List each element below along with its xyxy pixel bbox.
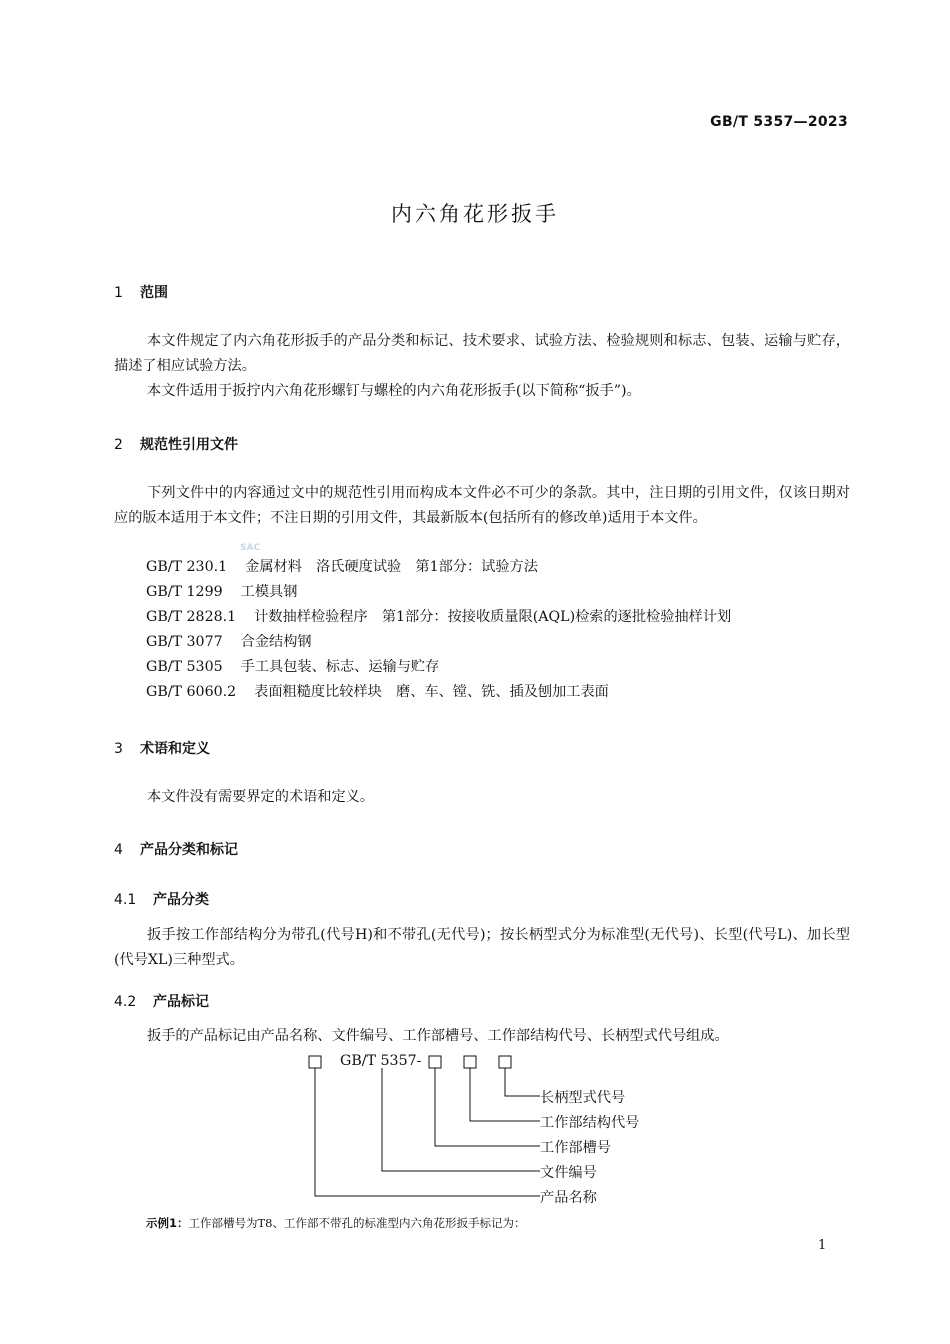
reference-code: GB/T 6060.2 <box>146 684 237 700</box>
label-slot-number: 工作部槽号 <box>540 1140 611 1156</box>
document-title: 内六角花形扳手 <box>391 202 559 226</box>
reference-title: 手工具包装、标志、运输与贮存 <box>240 659 440 675</box>
box-slot-number <box>429 1056 441 1068</box>
leader-product-name <box>315 1068 540 1196</box>
box-structure-code <box>464 1056 476 1068</box>
label-product-name: 产品名称 <box>540 1190 597 1206</box>
box-handle-code <box>499 1056 511 1068</box>
reference-code: GB/T 1299 <box>146 584 223 600</box>
reference-title: 表面粗糙度比较样块 磨、车、镗、铣、插及刨加工表面 <box>254 684 609 700</box>
reference-item <box>146 581 297 601</box>
reference-item <box>146 681 609 701</box>
section-4-2-title: 产品标记 <box>153 994 209 1010</box>
section-3-number: 3 <box>114 741 123 757</box>
section-4-1-heading <box>114 889 209 909</box>
standard-number: GB/T 5357—2023 <box>710 114 848 130</box>
section-4-2-number: 4.2 <box>114 994 137 1010</box>
section-4-2-paragraph-1: 扳手的产品标记由产品名称、文件编号、工作部槽号、工作部结构代号、长柄型式代号组成。 <box>147 1028 729 1044</box>
section-4-2-heading <box>114 991 209 1011</box>
reference-code: GB/T 230.1 <box>146 559 228 575</box>
section-2-title: 规范性引用文件 <box>140 437 238 453</box>
box-product-name <box>309 1056 321 1068</box>
reference-title: 合金结构钢 <box>240 634 312 650</box>
example-text: 工作部槽号为T8、工作部不带孔的标准型内六角花形扳手标记为： <box>188 1216 526 1230</box>
reference-item <box>146 656 439 676</box>
leader-document-number <box>382 1068 540 1171</box>
section-4-1-number: 4.1 <box>114 892 137 908</box>
section-4-title: 产品分类和标记 <box>140 842 238 858</box>
example-label: 示例1： <box>146 1216 189 1230</box>
label-structure-code: 工作部结构代号 <box>540 1115 640 1131</box>
reference-item <box>146 631 312 651</box>
section-1-paragraph-1: 本文件规定了内六角花形扳手的产品分类和标记、技术要求、试验方法、检验规则和标志、包装、运输与贮存，描述了相应试验方法。 <box>114 333 850 374</box>
section-2-number: 2 <box>114 437 123 453</box>
reference-code: GB/T 2828.1 <box>146 609 237 625</box>
marking-code-text: GB/T 5357- <box>340 1053 422 1069</box>
section-1-number: 1 <box>114 285 123 301</box>
section-1-paragraph-2: 本文件适用于扳拧内六角花形螺钉与螺栓的内六角花形扳手(以下简称“扳手”)。 <box>147 383 641 399</box>
page-number: 1 <box>818 1238 827 1253</box>
reference-title: 金属材料 洛氏硬度试验 第1部分：试验方法 <box>245 559 538 575</box>
product-marking-diagram <box>300 1050 680 1210</box>
reference-code: GB/T 3077 <box>146 634 223 650</box>
section-1-heading <box>114 282 168 302</box>
reference-title: 工模具钢 <box>240 584 298 600</box>
reference-title: 计数抽样检验程序 第1部分：按接收质量限(AQL)检索的逐批检验抽样计划 <box>254 609 732 625</box>
section-4-heading <box>114 839 238 859</box>
watermark-logo: SAC <box>240 543 261 553</box>
label-handle-type-code: 长柄型式代号 <box>540 1090 626 1106</box>
section-3-heading <box>114 738 210 758</box>
section-4-1-title: 产品分类 <box>153 892 209 908</box>
section-3-paragraph-1: 本文件没有需要界定的术语和定义。 <box>147 789 375 805</box>
label-document-number: 文件编号 <box>540 1165 597 1181</box>
section-2-heading <box>114 434 238 454</box>
reference-code: GB/T 5305 <box>146 659 223 675</box>
reference-item <box>146 606 731 626</box>
section-4-number: 4 <box>114 842 123 858</box>
reference-item <box>146 556 538 576</box>
leader-handle-code <box>505 1068 540 1096</box>
section-3-title: 术语和定义 <box>140 741 210 757</box>
section-2-paragraph-1: 下列文件中的内容通过文中的规范性引用而构成本文件必不可少的条款。其中，注日期的引用文件，仅该日期对应的版本适用于本文件；不注日期的引用文件，其最新版本(包括所有的修改单)适用于本文件。 <box>114 485 850 526</box>
example-1 <box>146 1215 526 1231</box>
leader-slot-number <box>435 1068 540 1146</box>
section-1-title: 范围 <box>140 285 168 301</box>
section-4-1-paragraph-1: 扳手按工作部结构分为带孔(代号H)和不带孔(无代号)；按长柄型式分为标准型(无代号)、长型(代号L)、加长型(代号XL)三种型式。 <box>114 927 850 968</box>
